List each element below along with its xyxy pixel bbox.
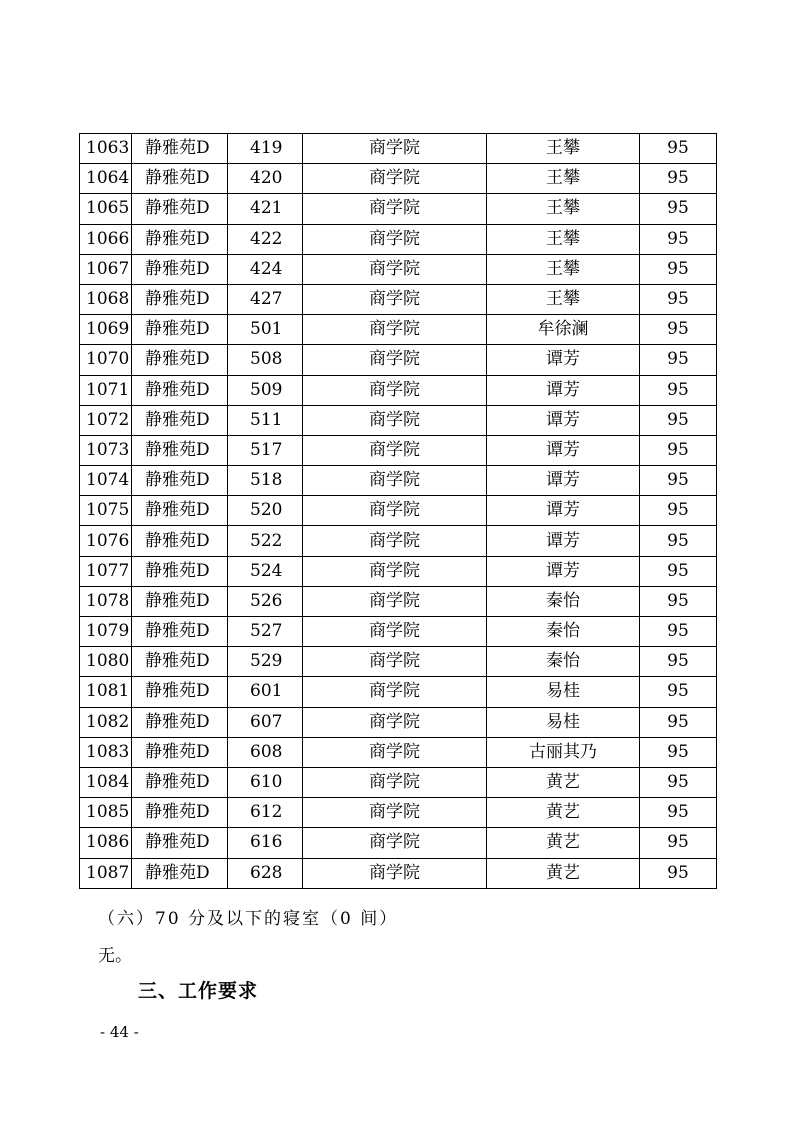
cell-score: 95 xyxy=(640,284,717,314)
cell-advisor: 黄艺 xyxy=(487,767,640,797)
cell-college: 商学院 xyxy=(303,496,487,526)
cell-score: 95 xyxy=(640,315,717,345)
cell-advisor: 秦怡 xyxy=(487,586,640,616)
cell-advisor: 谭芳 xyxy=(487,405,640,435)
cell-college: 商学院 xyxy=(303,858,487,888)
table-row xyxy=(80,798,717,828)
cell-score: 95 xyxy=(640,767,717,797)
cell-room: 518 xyxy=(228,466,303,496)
cell-advisor: 牟徐澜 xyxy=(487,315,640,345)
cell-index: 1064 xyxy=(80,164,132,194)
cell-college: 商学院 xyxy=(303,194,487,224)
cell-advisor: 王攀 xyxy=(487,164,640,194)
table-row xyxy=(80,858,717,888)
cell-college: 商学院 xyxy=(303,224,487,254)
cell-index: 1086 xyxy=(80,828,132,858)
cell-college: 商学院 xyxy=(303,284,487,314)
cell-index: 1072 xyxy=(80,405,132,435)
cell-building: 静雅苑D xyxy=(132,375,228,405)
cell-room: 520 xyxy=(228,496,303,526)
cell-building: 静雅苑D xyxy=(132,798,228,828)
cell-score: 95 xyxy=(640,617,717,647)
cell-index: 1067 xyxy=(80,254,132,284)
cell-building: 静雅苑D xyxy=(132,767,228,797)
cell-college: 商学院 xyxy=(303,526,487,556)
cell-index: 1068 xyxy=(80,284,132,314)
cell-building: 静雅苑D xyxy=(132,224,228,254)
cell-room: 616 xyxy=(228,828,303,858)
cell-room: 501 xyxy=(228,315,303,345)
cell-score: 95 xyxy=(640,194,717,224)
table-row xyxy=(80,556,717,586)
cell-room: 529 xyxy=(228,647,303,677)
table-row xyxy=(80,586,717,616)
table-row xyxy=(80,617,717,647)
cell-college: 商学院 xyxy=(303,737,487,767)
cell-room: 608 xyxy=(228,737,303,767)
cell-building: 静雅苑D xyxy=(132,435,228,465)
table-row xyxy=(80,435,717,465)
cell-room: 511 xyxy=(228,405,303,435)
table-row xyxy=(80,345,717,375)
cell-building: 静雅苑D xyxy=(132,496,228,526)
cell-score: 95 xyxy=(640,858,717,888)
cell-college: 商学院 xyxy=(303,798,487,828)
cell-index: 1078 xyxy=(80,586,132,616)
dorm-score-table xyxy=(79,133,717,889)
table-row xyxy=(80,737,717,767)
cell-score: 95 xyxy=(640,828,717,858)
table-row xyxy=(80,405,717,435)
cell-index: 1075 xyxy=(80,496,132,526)
cell-score: 95 xyxy=(640,164,717,194)
cell-building: 静雅苑D xyxy=(132,677,228,707)
cell-room: 422 xyxy=(228,224,303,254)
table-row xyxy=(80,707,717,737)
cell-advisor: 王攀 xyxy=(487,254,640,284)
page-number: - 44 - xyxy=(100,1023,139,1041)
cell-college: 商学院 xyxy=(303,707,487,737)
cell-college: 商学院 xyxy=(303,647,487,677)
cell-score: 95 xyxy=(640,677,717,707)
cell-advisor: 易桂 xyxy=(487,677,640,707)
cell-college: 商学院 xyxy=(303,134,487,164)
cell-index: 1079 xyxy=(80,617,132,647)
cell-index: 1074 xyxy=(80,466,132,496)
table-row xyxy=(80,194,717,224)
cell-building: 静雅苑D xyxy=(132,617,228,647)
cell-college: 商学院 xyxy=(303,164,487,194)
cell-room: 612 xyxy=(228,798,303,828)
cell-building: 静雅苑D xyxy=(132,647,228,677)
cell-index: 1070 xyxy=(80,345,132,375)
cell-score: 95 xyxy=(640,345,717,375)
cell-index: 1082 xyxy=(80,707,132,737)
cell-building: 静雅苑D xyxy=(132,586,228,616)
table-row xyxy=(80,647,717,677)
cell-room: 522 xyxy=(228,526,303,556)
cell-college: 商学院 xyxy=(303,405,487,435)
cell-advisor: 黄艺 xyxy=(487,828,640,858)
cell-score: 95 xyxy=(640,375,717,405)
cell-college: 商学院 xyxy=(303,345,487,375)
cell-advisor: 易桂 xyxy=(487,707,640,737)
cell-advisor: 谭芳 xyxy=(487,435,640,465)
cell-building: 静雅苑D xyxy=(132,284,228,314)
cell-room: 419 xyxy=(228,134,303,164)
cell-index: 1085 xyxy=(80,798,132,828)
cell-score: 95 xyxy=(640,798,717,828)
cell-score: 95 xyxy=(640,466,717,496)
cell-score: 95 xyxy=(640,526,717,556)
table-row xyxy=(80,254,717,284)
cell-advisor: 谭芳 xyxy=(487,556,640,586)
cell-score: 95 xyxy=(640,556,717,586)
cell-index: 1076 xyxy=(80,526,132,556)
cell-room: 517 xyxy=(228,435,303,465)
cell-score: 95 xyxy=(640,134,717,164)
table-row xyxy=(80,284,717,314)
cell-building: 静雅苑D xyxy=(132,466,228,496)
cell-advisor: 王攀 xyxy=(487,134,640,164)
cell-advisor: 黄艺 xyxy=(487,798,640,828)
cell-index: 1080 xyxy=(80,647,132,677)
cell-index: 1066 xyxy=(80,224,132,254)
cell-advisor: 王攀 xyxy=(487,194,640,224)
cell-building: 静雅苑D xyxy=(132,345,228,375)
cell-building: 静雅苑D xyxy=(132,164,228,194)
cell-advisor: 谭芳 xyxy=(487,526,640,556)
table-row xyxy=(80,134,717,164)
cell-advisor: 谭芳 xyxy=(487,345,640,375)
cell-score: 95 xyxy=(640,254,717,284)
cell-score: 95 xyxy=(640,707,717,737)
table-row xyxy=(80,164,717,194)
section-six-title: （六）70 分及以下的寝室（0 间） xyxy=(98,909,399,929)
cell-room: 527 xyxy=(228,617,303,647)
cell-room: 421 xyxy=(228,194,303,224)
table-row xyxy=(80,224,717,254)
cell-index: 1069 xyxy=(80,315,132,345)
cell-index: 1087 xyxy=(80,858,132,888)
table-body xyxy=(80,134,717,889)
cell-room: 420 xyxy=(228,164,303,194)
table-row xyxy=(80,315,717,345)
section-six-body: 无。 xyxy=(98,946,132,966)
cell-room: 524 xyxy=(228,556,303,586)
cell-building: 静雅苑D xyxy=(132,828,228,858)
table-row xyxy=(80,496,717,526)
cell-score: 95 xyxy=(640,496,717,526)
cell-college: 商学院 xyxy=(303,556,487,586)
cell-room: 424 xyxy=(228,254,303,284)
section-three-heading: 三、工作要求 xyxy=(138,980,259,1002)
cell-index: 1083 xyxy=(80,737,132,767)
cell-building: 静雅苑D xyxy=(132,315,228,345)
cell-room: 526 xyxy=(228,586,303,616)
table-row xyxy=(80,767,717,797)
cell-index: 1084 xyxy=(80,767,132,797)
cell-advisor: 谭芳 xyxy=(487,496,640,526)
cell-college: 商学院 xyxy=(303,828,487,858)
cell-room: 509 xyxy=(228,375,303,405)
cell-building: 静雅苑D xyxy=(132,556,228,586)
cell-room: 628 xyxy=(228,858,303,888)
cell-building: 静雅苑D xyxy=(132,707,228,737)
cell-score: 95 xyxy=(640,405,717,435)
cell-room: 508 xyxy=(228,345,303,375)
cell-building: 静雅苑D xyxy=(132,254,228,284)
cell-building: 静雅苑D xyxy=(132,134,228,164)
cell-index: 1071 xyxy=(80,375,132,405)
cell-building: 静雅苑D xyxy=(132,858,228,888)
table-row xyxy=(80,677,717,707)
cell-advisor: 古丽其乃 xyxy=(487,737,640,767)
cell-advisor: 谭芳 xyxy=(487,375,640,405)
cell-college: 商学院 xyxy=(303,254,487,284)
cell-room: 607 xyxy=(228,707,303,737)
table-row xyxy=(80,526,717,556)
cell-index: 1077 xyxy=(80,556,132,586)
cell-index: 1081 xyxy=(80,677,132,707)
cell-score: 95 xyxy=(640,586,717,616)
table-row xyxy=(80,828,717,858)
cell-room: 601 xyxy=(228,677,303,707)
cell-building: 静雅苑D xyxy=(132,194,228,224)
cell-college: 商学院 xyxy=(303,617,487,647)
cell-building: 静雅苑D xyxy=(132,526,228,556)
cell-score: 95 xyxy=(640,737,717,767)
cell-college: 商学院 xyxy=(303,466,487,496)
cell-index: 1065 xyxy=(80,194,132,224)
cell-index: 1073 xyxy=(80,435,132,465)
cell-advisor: 黄艺 xyxy=(487,858,640,888)
cell-college: 商学院 xyxy=(303,767,487,797)
cell-advisor: 王攀 xyxy=(487,224,640,254)
cell-building: 静雅苑D xyxy=(132,737,228,767)
cell-index: 1063 xyxy=(80,134,132,164)
table-row xyxy=(80,466,717,496)
cell-college: 商学院 xyxy=(303,375,487,405)
cell-score: 95 xyxy=(640,224,717,254)
cell-advisor: 王攀 xyxy=(487,284,640,314)
table-row xyxy=(80,375,717,405)
cell-advisor: 秦怡 xyxy=(487,617,640,647)
cell-room: 427 xyxy=(228,284,303,314)
cell-college: 商学院 xyxy=(303,586,487,616)
cell-score: 95 xyxy=(640,647,717,677)
cell-room: 610 xyxy=(228,767,303,797)
cell-college: 商学院 xyxy=(303,677,487,707)
cell-advisor: 秦怡 xyxy=(487,647,640,677)
cell-advisor: 谭芳 xyxy=(487,466,640,496)
cell-college: 商学院 xyxy=(303,315,487,345)
cell-college: 商学院 xyxy=(303,435,487,465)
cell-building: 静雅苑D xyxy=(132,405,228,435)
cell-score: 95 xyxy=(640,435,717,465)
